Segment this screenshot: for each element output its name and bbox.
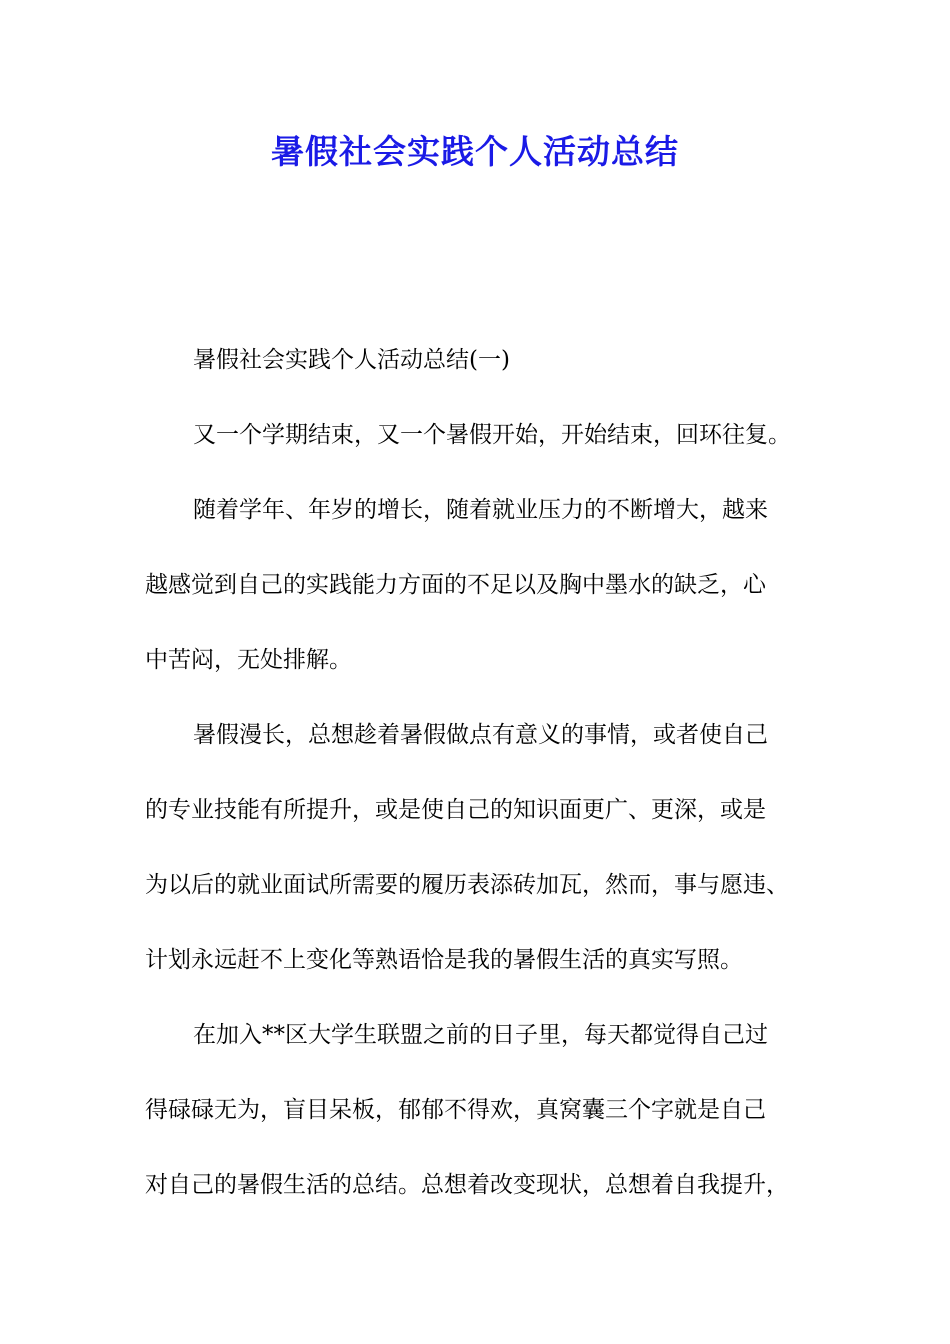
paragraph	[145, 411, 835, 460]
text-line: 又一个学期结束，又一个暑假开始，开始结束，回环往复。	[193, 422, 791, 448]
text-line: 得碌碌无为，盲目呆板，郁郁不得欢，真窝囊三个字就是自己	[145, 1097, 766, 1123]
text-line: 为以后的就业面试所需要的履历表添砖加瓦，然而，事与愿违、	[145, 872, 789, 898]
paragraph	[145, 486, 835, 685]
paragraph	[145, 1011, 835, 1210]
document-title: 暑假社会实践个人活动总结	[271, 132, 679, 171]
text-line: 对自己的暑假生活的总结。总想着改变现状，总想着自我提升，	[145, 1172, 789, 1198]
text-line: 暑假社会实践个人活动总结(一)	[193, 347, 510, 373]
paragraph-subtitle	[145, 336, 835, 385]
document-body	[145, 336, 835, 1210]
text-line: 越感觉到自己的实践能力方面的不足以及胸中墨水的缺乏，心	[145, 572, 766, 598]
text-line: 暑假漫长，总想趁着暑假做点有意义的事情，或者使自己	[193, 722, 768, 748]
text-line: 中苦闷，无处排解。	[145, 647, 352, 673]
text-line: 在加入**区大学生联盟之前的日子里，每天都觉得自己过	[193, 1022, 768, 1048]
text-line: 计划永远赶不上变化等熟语恰是我的暑假生活的真实写照。	[145, 947, 743, 973]
paragraph	[145, 711, 835, 985]
text-line: 随着学年、年岁的增长，随着就业压力的不断增大，越来	[193, 497, 768, 523]
text-line: 的专业技能有所提升，或是使自己的知识面更广、更深，或是	[145, 797, 766, 823]
